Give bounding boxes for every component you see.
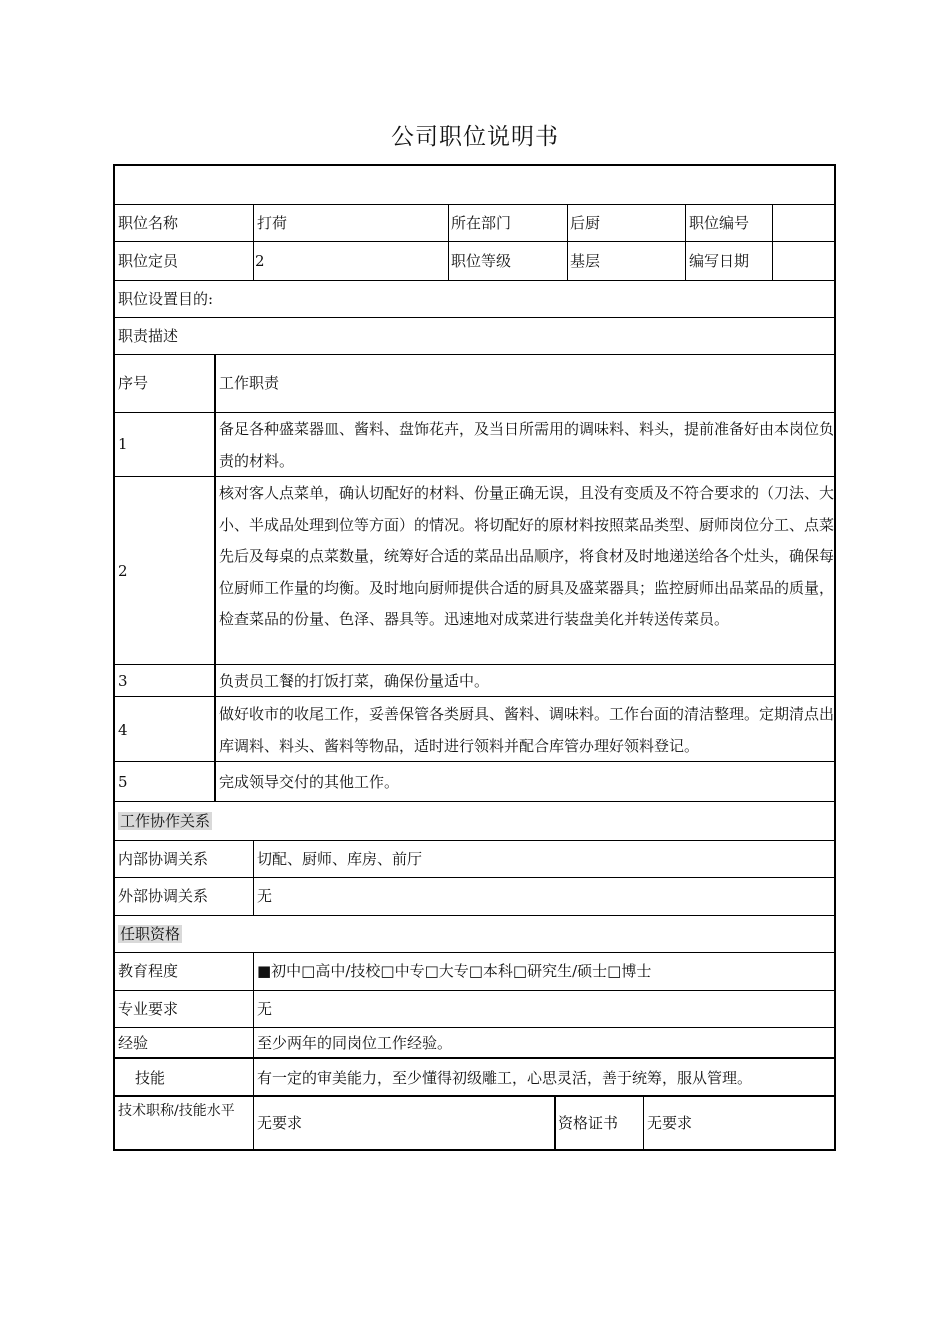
internal-value: 切配、厨师、库房、前厅 [257,850,423,868]
certificate-value: 无要求 [647,1114,693,1132]
position-code-label: 职位编号 [689,214,750,232]
col-divider [448,204,449,280]
row-divider [115,915,834,916]
experience-label: 经验 [118,1034,149,1052]
row-divider [115,317,834,318]
duty-no: 4 [118,721,128,739]
col-divider [643,1095,644,1151]
external-value: 无 [257,887,273,905]
major-value: 无 [257,1000,273,1018]
position-name-label: 职位名称 [118,214,179,232]
row-divider [115,801,834,802]
education-value: ■初中□高中/技校□中专□大专□本科□研究生/硕士□博士 [257,962,652,980]
experience-value: 至少两年的同岗位工作经验。 [257,1034,453,1052]
col-divider [253,952,254,1151]
duty-text: 备足各种盛菜器皿、酱料、盘饰花卉，及当日所需用的调味料、料头，提前准备好由本岗位负责的材料。 [219,420,835,470]
date-label: 编写日期 [689,252,750,270]
internal-label: 内部协调关系 [118,850,209,868]
external-label: 外部协调关系 [118,887,209,905]
cooperation-section-label [118,806,212,836]
row-divider [115,696,834,697]
grade-label: 职位等级 [451,252,512,270]
col-divider [772,204,773,280]
duty-no: 1 [118,435,128,453]
row-divider [115,354,834,355]
row-divider [115,1095,834,1097]
row-divider [115,952,834,953]
row-divider [115,990,834,991]
major-label: 专业要求 [118,1000,179,1018]
headcount-value: 2 [255,252,265,270]
title-level-value: 无要求 [257,1114,303,1132]
row-divider [115,664,834,665]
row-divider [115,1057,834,1059]
duties-section-label: 职责描述 [118,327,179,345]
row-divider [115,412,834,413]
duty-text-header: 工作职责 [219,374,280,392]
row-divider [115,280,834,281]
col-divider [554,1095,556,1151]
department-value: 后厨 [570,214,601,232]
certificate-label: 资格证书 [558,1114,619,1132]
col-divider [685,204,686,280]
duty-no: 3 [118,672,128,690]
duty-text: 负责员工餐的打饭打菜，确保份量适中。 [219,672,490,690]
grade-value: 基层 [570,252,601,270]
row-divider [115,877,834,878]
col-divider [214,354,216,801]
row-divider [115,1027,834,1028]
duty-no: 2 [118,562,128,580]
purpose-label: 职位设置目的: [118,290,214,308]
row-divider [115,840,834,841]
qualifications-section-label [118,919,182,949]
headcount-label: 职位定员 [118,252,179,270]
col-divider [567,204,568,280]
col-divider [253,204,254,280]
row-divider [115,241,834,242]
skills-value: 有一定的审美能力，至少懂得初级雕工，心思灵活，善于统筹，服从管理。 [257,1069,753,1087]
col-divider [253,840,254,915]
row-divider [115,204,834,205]
duty-no-header: 序号 [118,374,149,392]
position-name-value: 打荷 [257,214,288,232]
education-label: 教育程度 [118,962,179,980]
duty-no: 5 [118,773,128,791]
qualifications-section-text: 任职资格 [120,925,181,943]
cooperation-section-text: 工作协作关系 [120,812,211,830]
title-level-label: 技术职称/技能水平 [118,1103,235,1119]
duty-text: 做好收市的收尾工作，妥善保管各类厨具、酱料、调味料。工作台面的清洁整理。定期清点出库调料、料头、酱料等物品，适时进行领料并配合库管办理好领料登记。 [219,705,835,755]
duty-text: 核对客人点菜单，确认切配好的材料、份量正确无误，且没有变质及不符合要求的（刀法、大小、半成品处理到位等方面）的情况。将切配好的原材料按照菜品类型、厨师岗位分工、点菜先后及每桌的点菜数量，统筹好合适的菜品出品顺序，将食材及时地递送给各个灶头，确保每位厨师工作量的均衡。及时地向厨师提供合适的厨具及盛菜器具；监控厨师出品菜品的质量，检查菜品的份量、色泽、器具等。迅速地对成菜进行装盘美化并转送传菜员。 [219,484,835,628]
duty-text: 完成领导交付的其他工作。 [219,773,400,791]
page-title: 公司职位说明书 [391,124,559,150]
skills-label: 技能 [135,1069,166,1087]
department-label: 所在部门 [451,214,512,232]
job-description-table [113,164,836,1151]
